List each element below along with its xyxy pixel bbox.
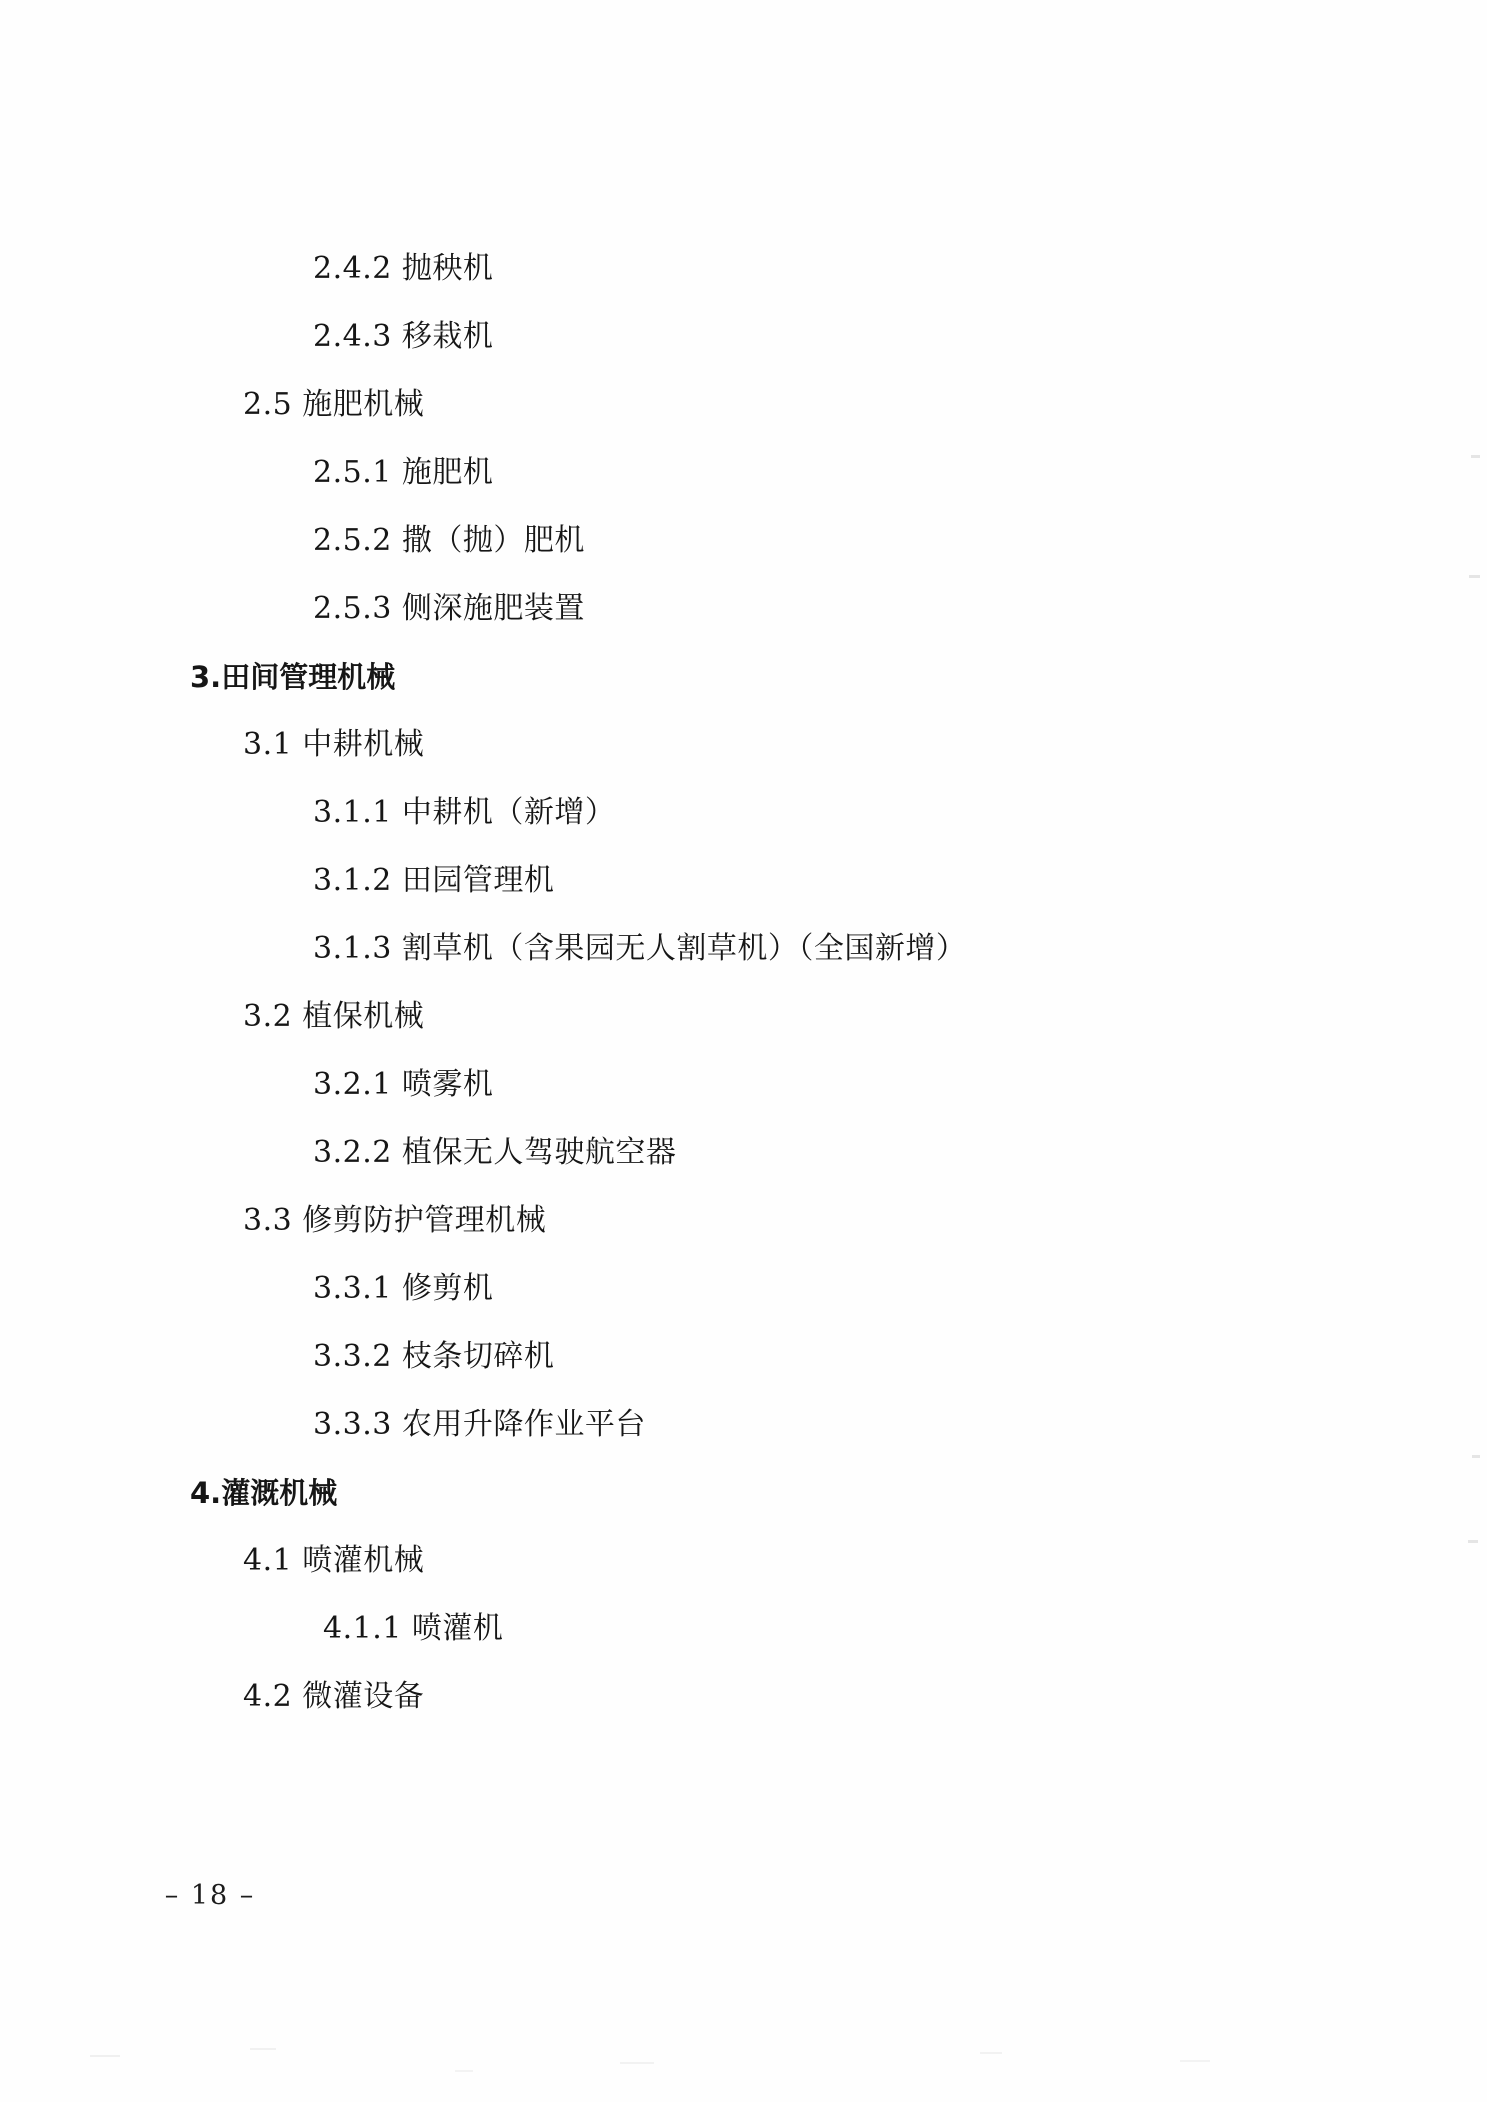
scan-artifact [1468, 1540, 1478, 1543]
scan-artifact [620, 2062, 654, 2064]
list-item: 3.1.3 割草机（含果园无人割草机）（全国新增） [313, 931, 967, 966]
scan-artifact [90, 2055, 120, 2057]
list-item: 3.1.1 中耕机（新增） [313, 795, 616, 830]
list-item: 2.4.2 抛秧机 [313, 251, 494, 286]
list-item: 3.2.1 喷雾机 [313, 1067, 494, 1102]
list-item: 3.3.1 修剪机 [313, 1271, 494, 1306]
list-item: 2.5 施肥机械 [243, 387, 425, 422]
list-item: 3.2 植保机械 [243, 999, 425, 1034]
list-item: 4.2 微灌设备 [243, 1679, 425, 1714]
list-item: 4.1.1 喷灌机 [323, 1611, 504, 1646]
outline-list [175, 235, 1325, 1731]
list-item: 2.5.2 撒（抛）肥机 [313, 523, 585, 558]
list-item: 3.3.2 枝条切碎机 [313, 1339, 555, 1374]
scan-artifact [1180, 2060, 1210, 2062]
list-item: 4.1 喷灌机械 [243, 1543, 425, 1578]
list-item: 2.4.3 移栽机 [313, 319, 494, 354]
section-heading: 4.灌溉机械 [190, 1475, 338, 1510]
scan-artifact [455, 2070, 473, 2072]
list-item: 3.3 修剪防护管理机械 [243, 1203, 547, 1238]
list-item: 3.2.2 植保无人驾驶航空器 [313, 1135, 677, 1170]
scan-artifact [1469, 575, 1480, 578]
scan-artifact [1472, 1455, 1480, 1458]
section-heading: 3.田间管理机械 [190, 659, 396, 694]
list-item: 2.5.3 侧深施肥装置 [313, 591, 585, 626]
scan-artifact [980, 2052, 1002, 2054]
scan-artifact [1471, 455, 1480, 458]
page-number: – 18 – [164, 1880, 256, 1911]
list-item: 2.5.1 施肥机 [313, 455, 494, 490]
list-item: 3.1.2 田园管理机 [313, 863, 555, 898]
list-item: 3.3.3 农用升降作业平台 [313, 1407, 646, 1442]
scan-artifact [250, 2048, 276, 2050]
list-item: 3.1 中耕机械 [243, 727, 425, 762]
